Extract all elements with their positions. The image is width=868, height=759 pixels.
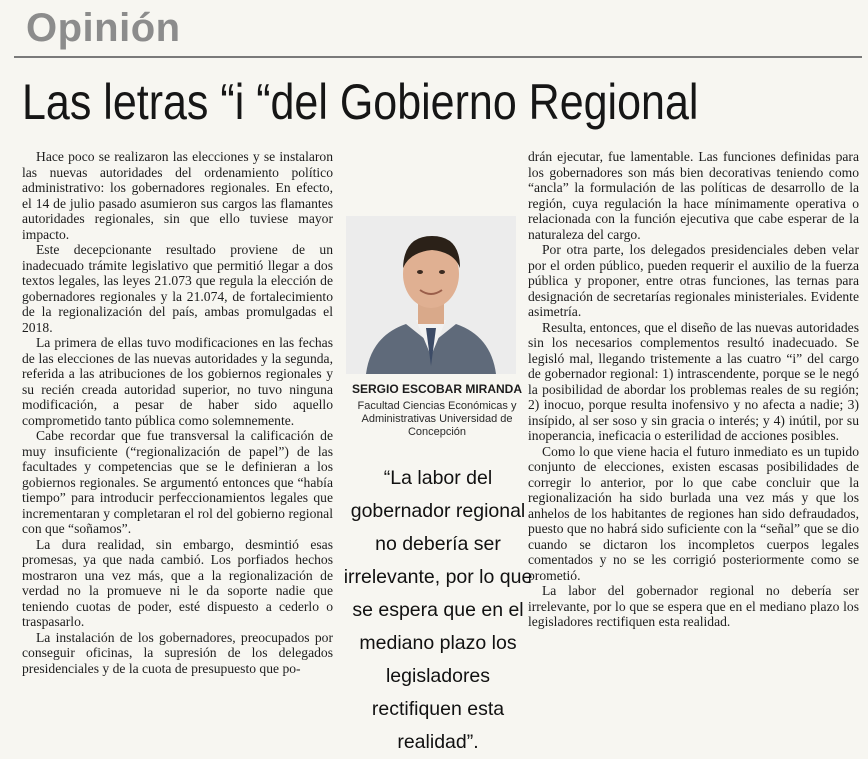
paragraph: Por otra parte, los delegados presidenciales deben velar por el orden público, pueden requerir el auxilio de la fuerza pública y proponer, entre otras funciones, las ternas para designación de secretarías regionales ministeriales. Evidente asimetría. (528, 242, 859, 319)
paragraph: Cabe recordar que fue transversal la calificación de muy insuficiente (“regionalización de papel”) de las facultades y competencias que se le definieran a los gobiernos regionales. Se argumentó entonces que “había tiempo” para introducir perfeccionamientos legales que incrementaran y completaran el rol del gobierno regional con que “soñamos”. (22, 428, 333, 536)
article-column-1 (22, 149, 333, 676)
paragraph: Hace poco se realizaron las elecciones y se instalaron las nuevas autoridades del ordenamiento político administrativo: los gobernadores regionales. En efecto, el 14 de julio pasado asumieron sus cargos las flamantes autoridades regionales, sin que ello tuviese mayor impacto. (22, 149, 333, 242)
paragraph: Resulta, entonces, que el diseño de las nuevas autoridades sin los necesarios complementos resultó inadecuado. Se legisló mal, llegando tristemente a las cuatro “i” del cargo de gobernador regional: 1) intrascendente, porque se le negó la posibilidad de abordar los problemas reales de su región; 2) inocuo, porque resulta inofensivo y no afecta a nadie; 3) insípido, al ser soso y sin gracia o interés; y 4) inútil, por su inoperancia, ineficacia o esterilidad de acciones posibles. (528, 319, 859, 443)
paragraph-continued: drán ejecutar, fue lamentable. Las funciones definidas para los gobernadores son más bien decorativas teniendo como “ancla” la formulación de las políticas de desarrollo de la región, cuya regulación la hace mínimamente operativa o relacionada con la función ejecutiva que cabe esperar de la naturaleza del cargo. (528, 149, 859, 242)
paragraph: La dura realidad, sin embargo, desmintió esas promesas, ya que nada cambió. Los porfiados hechos mostraron una vez más, que a la regionalización de verdad no la promueve ni le da soporte nadie que teniendo cuotas de poder, esté dispuesto a cederlo o traspasarlo. (22, 536, 333, 629)
top-rule (14, 56, 862, 58)
paragraph: La labor del gobernador regional no debería ser irrelevante, por lo que se espera que en el mediano plazo los legisladores rectifiquen esta realidad. (528, 583, 859, 629)
author-photo (346, 216, 516, 374)
section-label: Opinión (26, 6, 181, 50)
author-name: SERGIO ESCOBAR MIRANDA (351, 382, 522, 396)
portrait-image (346, 216, 516, 374)
headline: Las letras “i “del Gobierno Regional (22, 74, 699, 130)
article-column-3 (528, 149, 859, 630)
author-affiliation: Facultad Ciencias Económicas y Administrativas Universidad de Concepción (357, 400, 517, 438)
paragraph: La instalación de los gobernadores, preocupados por conseguir oficinas, la supresión de los delegados presidenciales y de la cuota de presupuesto que po- (22, 629, 333, 676)
paragraph: Este decepcionante resultado proviene de un inadecuado trámite legislativo que permitió llegar a dos textos legales, las leyes 21.073 que regula la elección de gobernadores regionales y la 21.074, de fortalecimiento de la regionalización del país, ambas promulgadas el 2018. (22, 242, 333, 335)
paragraph: La primera de ellas tuvo modificaciones en las fechas de las elecciones de las nuevas autoridades y la segunda, referida a las atribuciones de los gobiernos regionales y su recién creada autoridad superior, no tuvo ninguna modificación, a pesar de haber sido aquello comprometido tanto pública como solemnemente. (22, 335, 333, 428)
paragraph: Como lo que viene hacia el futuro inmediato es un tupido conjunto de elecciones, existen escasas posibilidades de corregir lo anterior, por lo que cabe concluir que la regionalización ha sido burlada una vez más y que los anhelos de los habitantes de regiones han sido defraudados, puesto que no habrá sido suficiente con la “señal” que se dio cuando se dictaron los incompletos cuerpos legales comentados y no se les corrigió posteriormente como se prometió. (528, 443, 859, 583)
pull-quote: “La labor del gobernador regional no debería ser irrelevante, por lo que se espera que en el mediano plazo los legisladores rectifiquen esta realidad”. (343, 467, 533, 753)
